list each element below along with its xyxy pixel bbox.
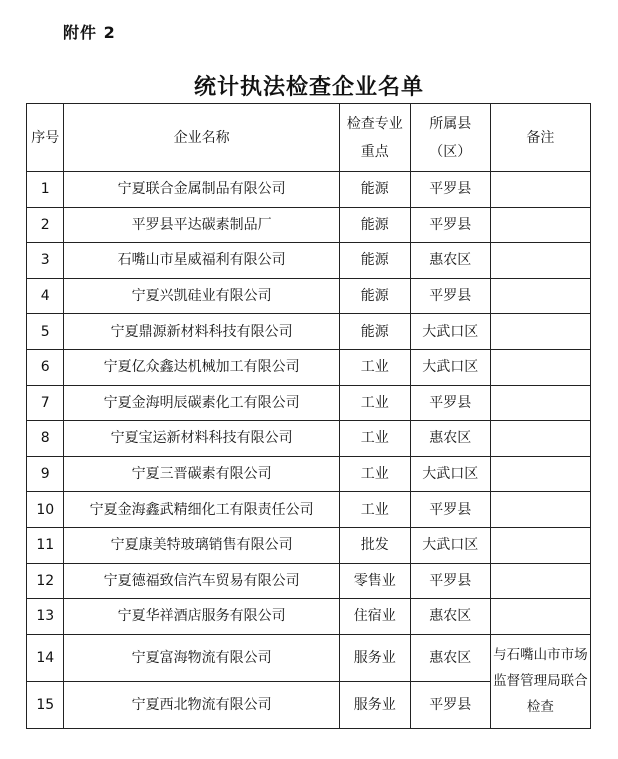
table-header-row bbox=[27, 104, 591, 172]
cell-note bbox=[490, 563, 590, 599]
cell-no: 11 bbox=[27, 527, 64, 563]
cell-name: 宁夏康美特玻璃销售有限公司 bbox=[64, 527, 339, 563]
table-row bbox=[27, 599, 591, 635]
cell-name: 宁夏鼎源新材料科技有限公司 bbox=[64, 314, 339, 350]
cell-no: 15 bbox=[27, 681, 64, 728]
cell-name: 宁夏华祥酒店服务有限公司 bbox=[64, 599, 339, 635]
cell-county: 平罗县 bbox=[410, 385, 490, 421]
table-row bbox=[27, 563, 591, 599]
cell-note bbox=[490, 527, 590, 563]
cell-no: 7 bbox=[27, 385, 64, 421]
table-row bbox=[27, 492, 591, 528]
cell-county: 惠农区 bbox=[410, 634, 490, 681]
cell-note bbox=[490, 172, 590, 208]
table-row bbox=[27, 421, 591, 457]
cell-name: 平罗县平达碳素制品厂 bbox=[64, 207, 339, 243]
page-title: 统计执法检查企业名单 bbox=[193, 75, 424, 100]
cell-county: 惠农区 bbox=[410, 243, 490, 279]
header-note: 备注 bbox=[490, 104, 590, 172]
cell-focus: 工业 bbox=[339, 349, 410, 385]
table-row bbox=[27, 527, 591, 563]
cell-focus: 零售业 bbox=[339, 563, 410, 599]
cell-focus: 工业 bbox=[339, 492, 410, 528]
cell-no: 13 bbox=[27, 599, 64, 635]
cell-no: 10 bbox=[27, 492, 64, 528]
table-row bbox=[27, 172, 591, 208]
cell-focus: 能源 bbox=[339, 278, 410, 314]
cell-county: 惠农区 bbox=[410, 421, 490, 457]
cell-county: 平罗县 bbox=[410, 172, 490, 208]
table-row bbox=[27, 385, 591, 421]
cell-note bbox=[490, 599, 590, 635]
cell-county: 平罗县 bbox=[410, 492, 490, 528]
header-name: 企业名称 bbox=[64, 104, 339, 172]
cell-no: 1 bbox=[27, 172, 64, 208]
cell-no: 3 bbox=[27, 243, 64, 279]
cell-focus: 工业 bbox=[339, 385, 410, 421]
cell-note bbox=[490, 456, 590, 492]
cell-no: 14 bbox=[27, 634, 64, 681]
header-focus: 检查专业重点 bbox=[339, 104, 410, 172]
cell-county: 平罗县 bbox=[410, 207, 490, 243]
cell-county: 大武口区 bbox=[410, 527, 490, 563]
cell-note bbox=[490, 278, 590, 314]
cell-county: 惠农区 bbox=[410, 599, 490, 635]
cell-no: 9 bbox=[27, 456, 64, 492]
cell-note bbox=[490, 421, 590, 457]
cell-name: 石嘴山市星威福利有限公司 bbox=[64, 243, 339, 279]
cell-focus: 能源 bbox=[339, 314, 410, 350]
cell-note bbox=[490, 243, 590, 279]
table-row bbox=[27, 207, 591, 243]
cell-name: 宁夏西北物流有限公司 bbox=[64, 681, 339, 728]
cell-name: 宁夏亿众鑫达机械加工有限公司 bbox=[64, 349, 339, 385]
cell-name: 宁夏兴凯硅业有限公司 bbox=[64, 278, 339, 314]
cell-name: 宁夏金海鑫武精细化工有限责任公司 bbox=[64, 492, 339, 528]
cell-no: 4 bbox=[27, 278, 64, 314]
cell-name: 宁夏联合金属制品有限公司 bbox=[64, 172, 339, 208]
cell-note-merged: 与石嘴山市市场监督管理局联合检查 bbox=[490, 634, 590, 728]
cell-note bbox=[490, 492, 590, 528]
header-county: 所属县（区） bbox=[410, 104, 490, 172]
cell-focus: 服务业 bbox=[339, 681, 410, 728]
cell-focus: 能源 bbox=[339, 207, 410, 243]
cell-name: 宁夏三晋碳素有限公司 bbox=[64, 456, 339, 492]
cell-county: 大武口区 bbox=[410, 349, 490, 385]
cell-no: 12 bbox=[27, 563, 64, 599]
cell-county: 平罗县 bbox=[410, 681, 490, 728]
cell-note bbox=[490, 349, 590, 385]
cell-focus: 住宿业 bbox=[339, 599, 410, 635]
cell-no: 6 bbox=[27, 349, 64, 385]
cell-note bbox=[490, 385, 590, 421]
table-row bbox=[27, 349, 591, 385]
table-row bbox=[27, 634, 591, 681]
cell-focus: 批发 bbox=[339, 527, 410, 563]
cell-county: 平罗县 bbox=[410, 278, 490, 314]
cell-focus: 服务业 bbox=[339, 634, 410, 681]
cell-name: 宁夏金海明辰碳素化工有限公司 bbox=[64, 385, 339, 421]
table-row bbox=[27, 456, 591, 492]
cell-no: 8 bbox=[27, 421, 64, 457]
cell-name: 宁夏德福致信汽车贸易有限公司 bbox=[64, 563, 339, 599]
cell-no: 5 bbox=[27, 314, 64, 350]
cell-name: 宁夏宝运新材料科技有限公司 bbox=[64, 421, 339, 457]
table-row bbox=[27, 243, 591, 279]
cell-county: 平罗县 bbox=[410, 563, 490, 599]
cell-focus: 工业 bbox=[339, 421, 410, 457]
attachment-label: 附件 2 bbox=[63, 23, 116, 42]
header-no: 序号 bbox=[27, 104, 64, 172]
cell-county: 大武口区 bbox=[410, 314, 490, 350]
enterprise-table bbox=[26, 103, 591, 729]
cell-note bbox=[490, 314, 590, 350]
cell-name: 宁夏富海物流有限公司 bbox=[64, 634, 339, 681]
table-row bbox=[27, 314, 591, 350]
cell-county: 大武口区 bbox=[410, 456, 490, 492]
cell-focus: 工业 bbox=[339, 456, 410, 492]
table-row bbox=[27, 278, 591, 314]
cell-focus: 能源 bbox=[339, 172, 410, 208]
cell-note bbox=[490, 207, 590, 243]
cell-no: 2 bbox=[27, 207, 64, 243]
cell-focus: 能源 bbox=[339, 243, 410, 279]
